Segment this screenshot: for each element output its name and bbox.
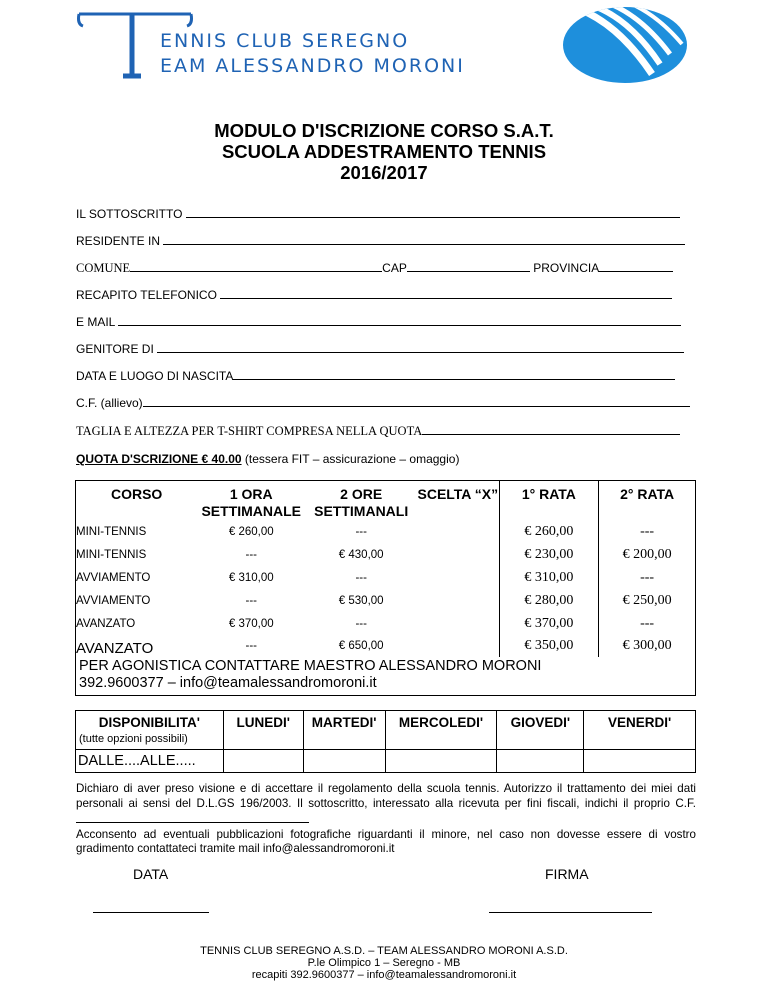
rata-1: € 280,00 [499,589,599,612]
rata-2: --- [599,520,696,543]
field-taglia[interactable] [76,423,680,439]
course-name: AVVIAMENTO [76,566,198,589]
course-row [76,520,696,543]
field-genitore[interactable] [76,341,684,356]
label-taglia: TAGLIA E ALTEZZA PER T-SHIRT COMPRESA NELLA QUOTA [76,424,423,438]
day-giovedi: GIOVEDI' [497,711,584,750]
day-martedi: MARTEDI' [303,711,385,750]
footer-line3: recapiti 392.9600377 – info@teamalessandromoroni.it [251,969,517,981]
scelta-cell[interactable] [417,635,499,657]
day-venerdi: VENERDI' [584,711,696,750]
price-1-ora: € 370,00 [228,617,274,630]
declaration-p2: Acconsento ad eventuali pubblicazioni fotografiche riguardanti il minore, nel caso non dovesse essere di vostro gradimento contattateci tramite mail info@alessandromoroni.it [76,827,696,856]
slot-lunedi[interactable] [223,750,303,773]
data-label: DATA [133,866,169,882]
footer-line2: P.le Olimpico 1 – Seregno - MB [307,957,461,969]
course-row [76,543,696,566]
field-sottoscritto[interactable] [76,206,680,221]
field-telefono[interactable] [76,287,672,302]
availability-header [76,711,696,750]
rata-1: € 260,00 [499,520,599,543]
quota-note: (tessera FIT – assicurazione – omaggio) [241,452,460,466]
scelta-cell[interactable] [417,566,499,589]
rata-2: € 300,00 [599,635,696,657]
input-line-cf-fiscale[interactable] [76,811,309,823]
scelta-cell[interactable] [417,589,499,612]
field-comune[interactable] [76,260,673,276]
input-line-sottoscritto[interactable] [186,206,680,218]
field-email[interactable] [76,314,681,329]
header-scelta: SCELTA “X” [417,481,499,521]
label-sottoscritto: IL SOTTOSCRITTO [76,207,183,221]
rata-2: --- [599,566,696,589]
input-line-residente[interactable] [163,233,685,245]
agonistica-line1: PER AGONISTICA CONTATTARE MAESTRO ALESSANDRO MORONI [79,658,542,674]
slot-mercoledi[interactable] [385,750,497,773]
agonistica-line2: 392.9600377 – info@teamalessandromoroni.it [79,675,377,691]
course-name: AVANZATO [76,612,198,635]
availability-table [75,710,696,773]
input-line-cf[interactable] [143,395,690,407]
day-mercoledi: MERCOLEDI' [385,711,497,750]
form-title: MODULO D'ISCRIZIONE CORSO S.A.T. [214,120,554,141]
input-line-comune[interactable] [130,260,382,272]
slot-venerdi[interactable] [584,750,696,773]
rata-2: --- [599,612,696,635]
course-name: MINI-TENNIS [76,543,198,566]
input-line-provincia[interactable] [599,260,673,272]
scelta-cell[interactable] [417,543,499,566]
day-lunedi: LUNEDI' [223,711,303,750]
header-1-ora: 1 ORA SETTIMANALE [197,481,305,521]
quota-label: QUOTA D'SCRIZIONE € 40.00 [76,452,242,466]
label-residente: RESIDENTE IN [76,234,161,248]
rata-2: € 250,00 [599,589,696,612]
course-row [76,589,696,612]
quota-line [76,452,459,466]
course-name: AVVIAMENTO [76,589,198,612]
scelta-cell[interactable] [417,520,499,543]
price-1-ora: € 260,00 [228,525,274,538]
label-genitore: GENITORE DI [76,342,154,356]
input-line-telefono[interactable] [220,287,672,299]
slot-giovedi[interactable] [497,750,584,773]
agonistica-row [76,657,696,696]
label-nascita: DATA E LUOGO DI NASCITA [76,369,234,383]
price-2-ore: € 650,00 [338,640,384,652]
price-2-ore: € 430,00 [338,548,384,561]
label-telefono: RECAPITO TELEFONICO [76,288,217,302]
club-name-line2: EAM ALESSANDRO MORONI [160,55,465,77]
label-provincia: PROVINCIA [533,261,600,275]
availability-subtitle: (tutte opzioni possibili) [79,733,188,745]
course-name: MINI-TENNIS [76,520,198,543]
field-nascita[interactable] [76,368,675,383]
label-cap: CAP [382,261,407,275]
availability-title-cell [76,711,224,750]
price-1-ora: € 310,00 [228,571,274,584]
course-row [76,566,696,589]
availability-title: DISPONIBILITA' [98,715,201,730]
field-cf[interactable] [76,395,690,410]
input-line-genitore[interactable] [157,341,684,353]
scelta-cell[interactable] [417,612,499,635]
input-line-cap[interactable] [407,260,530,272]
field-residente[interactable] [76,233,685,248]
header-rata-2: 2° RATA [599,481,696,521]
label-email: E MAIL [76,315,115,329]
price-2-ore: --- [355,571,367,584]
firma-signature-line[interactable] [489,912,652,913]
declaration-text [76,782,696,857]
data-signature-line[interactable] [93,912,209,913]
rata-2: € 200,00 [599,543,696,566]
rata-1: € 370,00 [499,612,599,635]
price-2-ore: € 530,00 [338,594,384,607]
tennis-ball-icon [560,4,690,86]
input-line-email[interactable] [118,314,681,326]
course-name: AVANZATO [76,635,198,657]
price-2-ore: --- [355,617,367,630]
declaration-p1: Dichiaro di aver preso visione e di accettare il regolamento della scuola tennis. Autorizzo il trattamento dei miei dati personali ai sensi del D.L.GS 196/2003. Il sottoscritto, interessato alla ricevuta per fini fiscali, indichi il proprio C.F. [76,782,696,810]
course-row [76,635,696,657]
course-table [75,480,696,696]
dalle-alle-label: DALLE....ALLE..... [76,750,224,773]
input-line-nascita[interactable] [233,368,675,380]
rata-1: € 350,00 [499,635,599,657]
form-year: 2016/2017 [340,162,428,183]
agonistica-note [76,657,696,696]
price-1-ora: --- [245,548,257,561]
slot-martedi[interactable] [303,750,385,773]
header-rata-1: 1° RATA [499,481,599,521]
firma-label: FIRMA [545,866,589,882]
label-cf: C.F. (allievo) [76,396,143,410]
availability-row [76,750,696,773]
footer-line1: TENNIS CLUB SEREGNO A.S.D. – TEAM ALESSANDRO MORONI A.S.D. [200,945,568,957]
input-line-taglia[interactable] [422,423,680,435]
label-comune: COMUNE [76,261,131,275]
course-table-header [76,481,696,521]
price-1-ora: --- [245,640,257,652]
rata-1: € 230,00 [499,543,599,566]
form-subtitle: SCUOLA ADDESTRAMENTO TENNIS [221,141,547,162]
club-name-line1: ENNIS CLUB SEREGNO [160,30,410,52]
header-2-ore: 2 ORE SETTIMANALI [305,481,417,521]
price-2-ore: --- [355,525,367,538]
header-corso: CORSO [76,481,198,521]
course-row [76,612,696,635]
price-1-ora: --- [245,594,257,607]
rata-1: € 310,00 [499,566,599,589]
